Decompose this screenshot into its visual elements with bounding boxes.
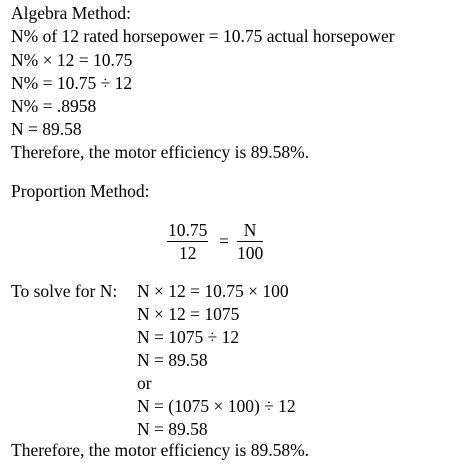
algebra-line-2: N% × 12 = 10.75 (11, 50, 133, 70)
algebra-line-4: N% = .8958 (11, 96, 97, 116)
algebra-line-3: N% = 10.75 ÷ 12 (11, 73, 133, 93)
proportion-heading: Proportion Method: (11, 181, 150, 201)
algebra-heading: Algebra Method: (11, 3, 132, 23)
solve-step-1: N × 12 = 10.75 × 100 (137, 281, 289, 301)
algebra-line-5: N = 89.58 (11, 119, 82, 139)
solve-or: or (137, 373, 152, 393)
fraction-right-denominator: 100 (237, 243, 264, 263)
solve-step-5: N = (1075 × 100) ÷ 12 (137, 396, 296, 416)
algebra-line-1: N% of 12 rated horsepower = 10.75 actual horsepower (11, 26, 395, 46)
fraction-equals-sign: = (219, 231, 229, 251)
fraction-left-denominator: 12 (178, 243, 197, 263)
algebra-conclusion: Therefore, the motor efficiency is 89.58%. (11, 142, 310, 162)
solve-step-6: N = 89.58 (137, 419, 208, 439)
solve-label: To solve for N: (11, 281, 118, 301)
solve-step-2: N × 12 = 1075 (137, 304, 240, 324)
fraction-right (237, 220, 263, 263)
fraction-left-numerator: 10.75 (168, 220, 208, 240)
fraction-left (167, 220, 208, 263)
proportion-conclusion: Therefore, the motor efficiency is 89.58%. (11, 440, 310, 460)
solve-step-3: N = 1075 ÷ 12 (137, 327, 240, 347)
solve-step-4: N = 89.58 (137, 350, 208, 370)
fraction-right-numerator: N (237, 220, 263, 242)
